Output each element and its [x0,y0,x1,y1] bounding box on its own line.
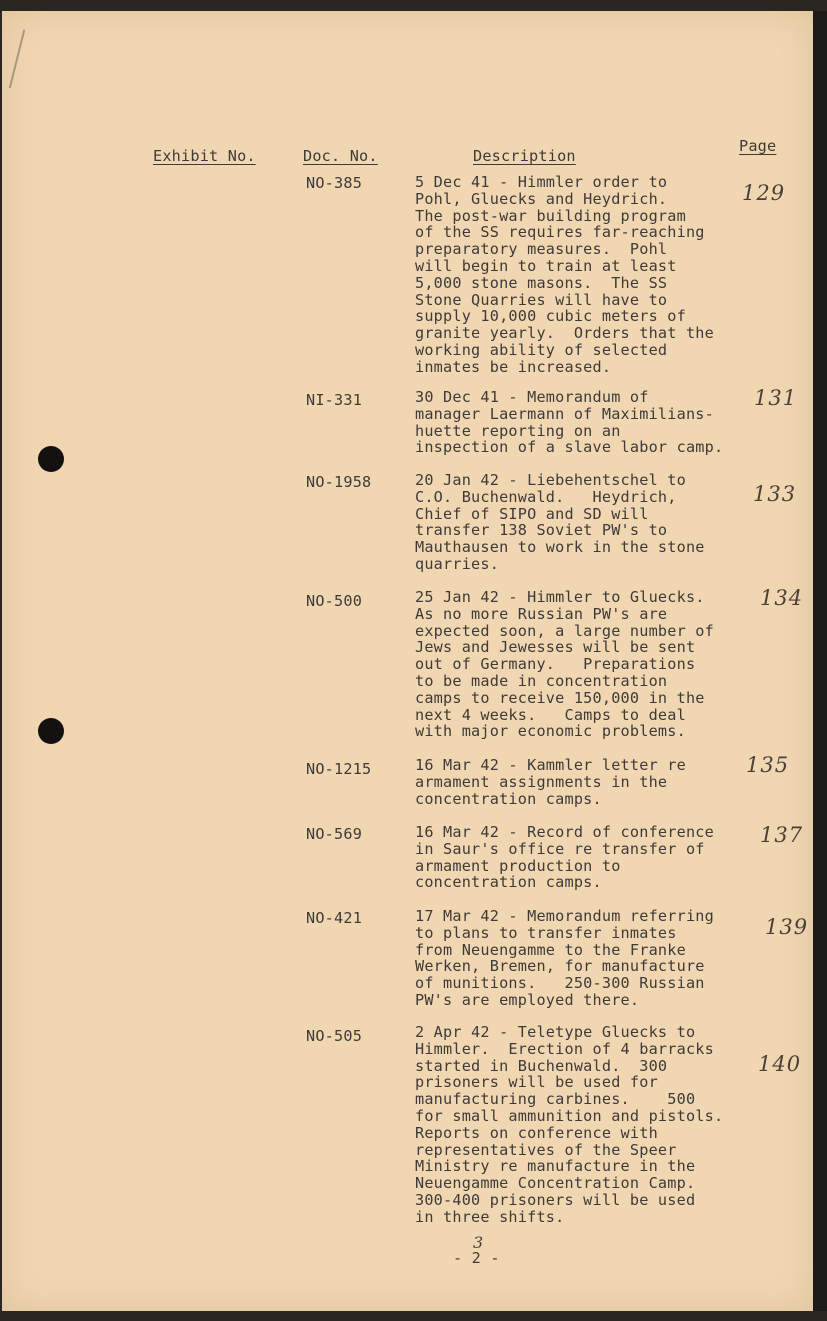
entry-page-number: 137 [760,823,804,847]
entry-page-number: 134 [760,586,804,610]
entry-doc-no: NO-1958 [306,473,372,491]
entry-description: 16 Mar 42 - Kammler letter re armament assignments in the concentration camps. [415,756,686,808]
entry-description: 25 Jan 42 - Himmler to Gluecks. As no more Russian PW's are expected soon, a large number of Jews and Jewesses will be sent out of Germany. Preparations to be made in concentration camps to receive 150,000 in the next 4 weeks. Camps to deal with major economic problems. [415,588,714,741]
entry-doc-no: NO-385 [306,174,363,192]
punch-hole-lower [38,718,64,744]
header-doc-no: Doc. No. [303,147,378,165]
entry-page-number: 129 [742,181,786,205]
entry-page-number: 140 [758,1052,802,1076]
entry-description: 17 Mar 42 - Memorandum referring to plans to transfer inmates from Neuengamme to the Franke Werken, Bremen, for manufacture of munitions. 250-300 Russian PW's are employed there. [415,907,714,1009]
pencil-mark [9,30,25,89]
entry-description: 20 Jan 42 - Liebehentschel to C.O. Buchenwald. Heydrich, Chief of SIPO and SD will transfer 138 Soviet PW's to Mauthausen to work in the stone quarries. [415,471,705,573]
entry-doc-no: NO-505 [306,1027,363,1045]
entry-page-number: 135 [746,753,790,777]
entry-description: 5 Dec 41 - Himmler order to Pohl, Gluecks and Heydrich. The post-war building program of the SS requires far-reaching preparatory measures. Pohl will begin to train at least 5,000 stone masons. The SS Stone Quarries will have to supply 10,000 cubic meters of granite yearly. Orders that the working ability of selected inmates be increased. [415,173,714,376]
scan-edge [813,11,827,1311]
entry-doc-no: NO-500 [306,592,363,610]
entry-description: 30 Dec 41 - Memorandum of manager Laermann of Maximilians- huette reporting on an inspection of a slave labor camp. [415,388,724,457]
entry-page-number: 133 [753,482,797,506]
entry-description: 16 Mar 42 - Record of conference in Saur's office re transfer of armament production to concentration camps. [415,823,714,892]
entry-page-number: 131 [754,386,798,410]
entry-doc-no: NO-1215 [306,760,372,778]
entry-page-number: 139 [765,915,809,939]
document-page [2,11,813,1311]
header-description: Description [473,147,576,165]
entry-description: 2 Apr 42 - Teletype Gluecks to Himmler. Erection of 4 barracks started in Buchenwald. 300 prisoners will be used for manufacturing carbines. 500 for small ammunition and pistols. Reports on conference with representatives of the Speer Ministry re manufacture in the Neuengamme Concentration Camp. 300-400 prisoners will be used in three shifts. [415,1023,724,1226]
entry-doc-no: NI-331 [306,391,363,409]
entry-doc-no: NO-569 [306,825,363,843]
page-number-handwritten: 3 [473,1233,484,1252]
header-exhibit-no: Exhibit No. [153,147,256,165]
entry-doc-no: NO-421 [306,909,363,927]
header-page: Page [739,137,777,155]
page-number-typed: - 2 - [453,1249,500,1267]
punch-hole-upper [38,446,64,472]
